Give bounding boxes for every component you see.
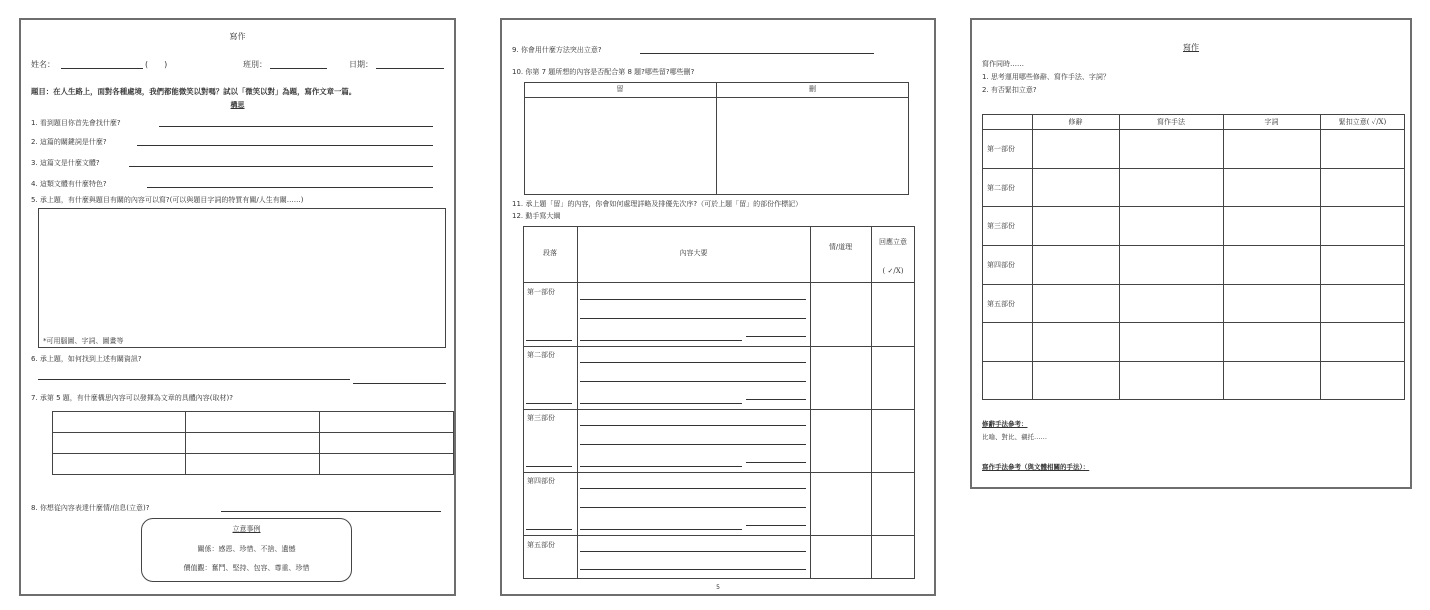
page-title: 寫作 xyxy=(1183,43,1199,52)
outline-line[interactable] xyxy=(580,551,806,552)
question-10: 10. 你第 7 題所想的內容是否配合第 8 題?哪些留?哪些刪? xyxy=(512,68,695,76)
row-label-1: 第一部份 xyxy=(987,145,1015,153)
name-blank[interactable] xyxy=(61,68,143,69)
col-theme-check: 緊扣立意( ✓/X) xyxy=(1338,118,1387,126)
outline-line[interactable] xyxy=(580,569,806,570)
row-label-5: 第五部份 xyxy=(987,300,1015,308)
brainstorm-note: *可用腦圖、字詞、圖畫等 xyxy=(43,337,124,345)
examples-title: 立意事例 xyxy=(232,525,261,533)
name-label: 姓名： xyxy=(31,60,55,69)
outline-line[interactable] xyxy=(580,299,806,300)
answer-line-6a[interactable] xyxy=(38,379,350,380)
question-7: 7. 承第 5 題，有什麼構思內容可以發揮為文章的具體內容(取材)? xyxy=(31,394,233,402)
row-label-3: 第三部份 xyxy=(987,222,1015,230)
outline-line[interactable] xyxy=(580,403,742,404)
col-paragraph: 段落 xyxy=(543,249,557,257)
class-number-paren: ( ) xyxy=(145,60,168,69)
outline-line[interactable] xyxy=(580,425,806,426)
col-content: 內容大要 xyxy=(679,249,708,257)
question-3: 3. 這篇文是什麼文體? xyxy=(31,159,100,167)
page-number: 5 xyxy=(716,584,720,591)
question-1: 1. 看到題目你首先會找什麼? xyxy=(31,119,121,127)
keep-header: 留 xyxy=(616,85,624,93)
col-emotion: 情/道理 xyxy=(828,243,853,251)
answer-line-8[interactable] xyxy=(221,511,441,512)
outline-line[interactable] xyxy=(580,318,806,319)
material-table xyxy=(52,411,454,475)
question-5: 5. 承上題，有什麼與題目有關的內容可以寫?(可以與題目字詞的特質有關/人生有關……) xyxy=(31,196,304,204)
outline-line[interactable] xyxy=(526,466,572,467)
row-label-2: 第二部份 xyxy=(987,184,1015,192)
worksheet-page-1 xyxy=(19,18,456,596)
outline-line[interactable] xyxy=(746,462,806,463)
reflection-1: 1. 思考運用哪些修辭、寫作手法、字詞？ xyxy=(982,73,1110,81)
answer-line-9[interactable] xyxy=(640,53,874,54)
row-label-1: 第一部份 xyxy=(527,288,555,296)
delete-header: 刪 xyxy=(809,85,816,93)
col-echo-sub: ( ✓/X) xyxy=(882,267,904,275)
brainstorm-box[interactable] xyxy=(38,208,446,348)
outline-line[interactable] xyxy=(526,403,572,404)
row-label-4: 第四部份 xyxy=(527,477,555,485)
worksheet-page-3 xyxy=(970,18,1412,489)
outline-line[interactable] xyxy=(746,336,806,337)
rhetoric-reference-text: 比喻、對比、襯托…… xyxy=(982,433,1047,441)
row-label-4: 第四部份 xyxy=(987,261,1015,269)
question-12: 12. 動手寫大綱 xyxy=(512,212,561,220)
worksheet-page-2 xyxy=(500,18,936,596)
outline-line[interactable] xyxy=(580,529,742,530)
row-label-3: 第三部份 xyxy=(527,414,555,422)
outline-line[interactable] xyxy=(580,466,742,467)
outline-line[interactable] xyxy=(580,340,742,341)
outline-line[interactable] xyxy=(526,340,572,341)
date-blank[interactable] xyxy=(376,68,444,69)
row-label-5: 第五部份 xyxy=(527,541,555,549)
col-wording: 字詞 xyxy=(1264,118,1279,126)
outline-line[interactable] xyxy=(746,525,806,526)
class-label: 班別： xyxy=(243,60,267,69)
answer-line-3[interactable] xyxy=(129,166,433,167)
writing-reference-title: 寫作手法參考（與文體相關的手法）： xyxy=(982,463,1090,471)
question-4: 4. 這類文體有什麼特色? xyxy=(31,180,107,188)
answer-line-6b[interactable] xyxy=(353,383,446,384)
plan-heading: 構思 xyxy=(230,101,245,109)
examples-relationship: 關係：感恩、珍惜、不捨、遺憾 xyxy=(197,545,296,553)
intro-text: 寫作同時…… xyxy=(982,60,1024,68)
question-8: 8. 你想從內容表達什麼情/信息(立意)? xyxy=(31,504,150,512)
essay-topic: 題目：在人生路上，面對各種處境，我們都能微笑以對嗎？試以「微笑以對」為題，寫作文章一篇。 xyxy=(31,87,357,96)
class-blank[interactable] xyxy=(270,68,327,69)
rhetoric-reference-title: 修辭手法參考： xyxy=(982,420,1028,428)
question-11: 11. 承上題「留」的內容，你會如何處理詳略及排優先次序?（可於上題「留」的部份作標記） xyxy=(512,200,803,208)
answer-line-2[interactable] xyxy=(137,145,433,146)
date-label: 日期： xyxy=(349,60,373,69)
question-2: 2. 這篇的關鍵詞是什麼? xyxy=(31,138,107,146)
outline-line[interactable] xyxy=(580,507,806,508)
examples-box xyxy=(141,518,352,582)
outline-line[interactable] xyxy=(580,381,806,382)
outline-line[interactable] xyxy=(746,399,806,400)
answer-line-4[interactable] xyxy=(147,187,433,188)
question-9: 9. 你會用什麼方法突出立意? xyxy=(512,46,602,54)
answer-line-1[interactable] xyxy=(159,126,433,127)
outline-line[interactable] xyxy=(580,444,806,445)
col-rhetoric: 修辭 xyxy=(1068,118,1083,126)
outline-line[interactable] xyxy=(526,529,572,530)
outline-line[interactable] xyxy=(580,362,806,363)
outline-line[interactable] xyxy=(580,488,806,489)
reflection-2: 2. 有否緊扣立意? xyxy=(982,86,1037,94)
page-title: 寫作 xyxy=(229,32,246,41)
examples-values: 價值觀：奮鬥、堅持、包容、尊重、珍惜 xyxy=(183,564,310,572)
review-table xyxy=(982,114,1405,400)
col-echo: 回應立意 xyxy=(879,238,907,246)
question-6: 6. 承上題，如何找到上述有關資訊? xyxy=(31,355,142,363)
row-label-2: 第二部份 xyxy=(527,351,555,359)
col-writing-technique: 寫作手法 xyxy=(1157,118,1185,126)
